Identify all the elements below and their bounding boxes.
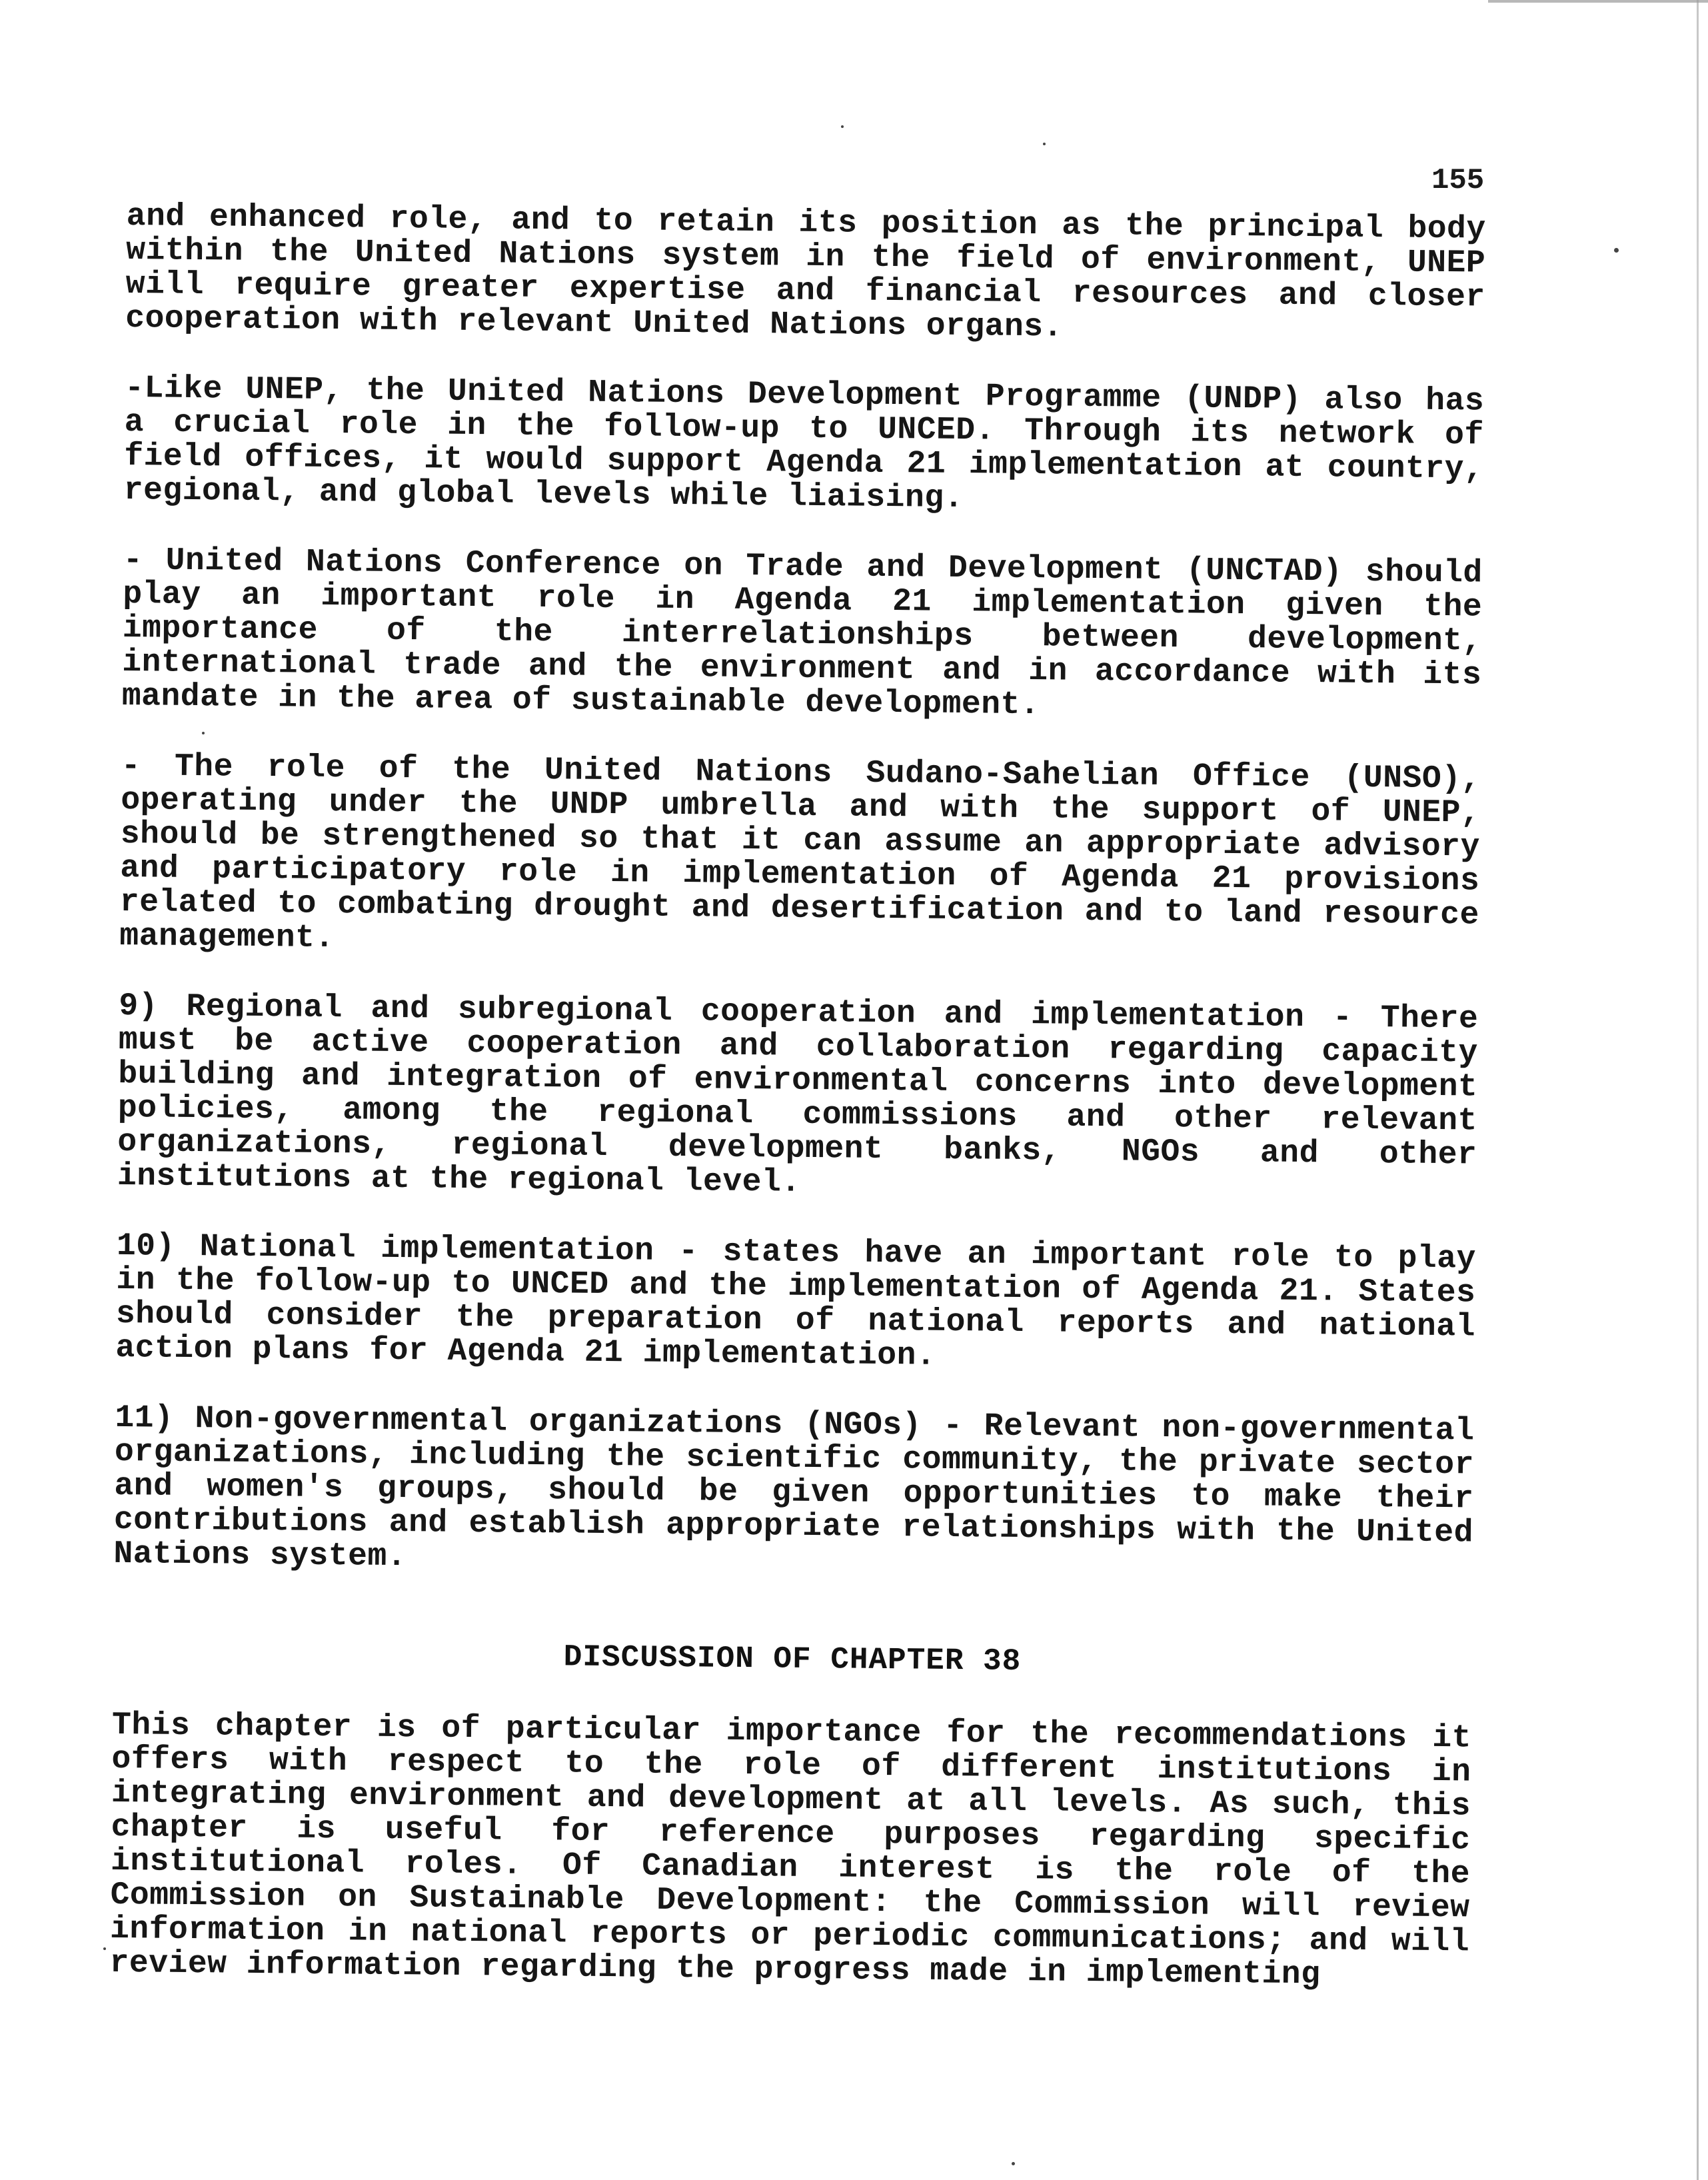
paragraph-text: -Like UNEP, the United Nations Development Programme (UNDP) also has a crucial role in the follow-up to UNCED. Through its network of field offices, it would support Agenda 21 implementation at country, regional, and global levels while liaising. bbox=[123, 370, 1485, 517]
section-heading: DISCUSSION OF CHAPTER 38 bbox=[563, 1639, 1022, 1679]
paragraph-unep bbox=[125, 200, 1486, 349]
paragraph-lead: 10) National implementation bbox=[116, 1228, 654, 1270]
scan-speck bbox=[1043, 143, 1046, 145]
paragraph-text: - The role of the United Nations Sudano-Sahelian Office (UNSO), operating under the UNDP umbrella and with the support of UNEP, should be strengthened so that it can assume an appropriate advisory and participatory role in implementation of Agenda 21 provisions related to combating drought and desertification and to land resource management. bbox=[119, 748, 1481, 957]
paragraph-undp bbox=[124, 372, 1485, 521]
paragraph-text: - states have an important role to play in the follow-up to UNCED and the implementation of Agenda 21. States should consider the preparation of national reports and national action plans for Agenda 21 implementation. bbox=[115, 1233, 1477, 1374]
page-number: 155 bbox=[1431, 164, 1485, 197]
paragraph-lead: 11) Non-governmental organizations (NGOs) bbox=[115, 1400, 922, 1444]
paragraph-unso bbox=[119, 750, 1481, 967]
paragraph-regional-cooperation bbox=[117, 990, 1479, 1207]
page-body bbox=[109, 200, 1486, 2029]
paragraph-discussion: This chapter is of particular importance for the recommendations it offers with respect to the role of different institutions in integrating environment and development at all levels. As such, this chapter is useful for reference purposes regarding specific institutional roles. Of Canadian interest is the role of the Commission on Sustainable Development: the Commission will review information in national reports or periodic communications; and will review information regarding the progress made in implementing bbox=[109, 1707, 1472, 1993]
paragraph-text: - There must be active cooperation and collaboration regarding capacity building and integration of environmental concerns into development policies, among the regional commissions and other relevant organizations, regional development banks, NGOs and other institutions at the regional level. bbox=[117, 1000, 1479, 1201]
paragraph-national-implementation bbox=[115, 1230, 1476, 1379]
scan-edge-right bbox=[1697, 0, 1699, 2180]
paragraph-lead: 9) Regional and subregional cooperation and implementation bbox=[119, 988, 1305, 1036]
paragraph-text: and enhanced role, and to retain its position as the principal body within the United Nations system in the field of environment, UNEP will require greater expertise and financial resources and closer cooperation with relevant United Nations organs. bbox=[125, 199, 1486, 346]
scan-speck bbox=[1012, 2162, 1015, 2165]
scan-speck bbox=[841, 125, 844, 128]
scan-speck bbox=[103, 1947, 106, 1950]
scan-speck bbox=[1614, 248, 1619, 253]
paragraph-ngos bbox=[113, 1402, 1474, 1585]
scan-edge-top bbox=[1488, 0, 1708, 3]
paragraph-text: - United Nations Conference on Trade and Development (UNCTAD) should play an important role in Agenda 21 implementation given the importance of the interrelationships between development, international trade and the environment and in accordance with its mandate in the area of sustainable development. bbox=[121, 542, 1483, 724]
paragraph-unctad bbox=[122, 544, 1483, 727]
paragraph-text: - Relevant non-governmental organizations, including the scientific community, the private sector and women's groups, should be given opportunities to make their contributions and establish appropriate relationships with the United Nations system. bbox=[113, 1408, 1475, 1576]
